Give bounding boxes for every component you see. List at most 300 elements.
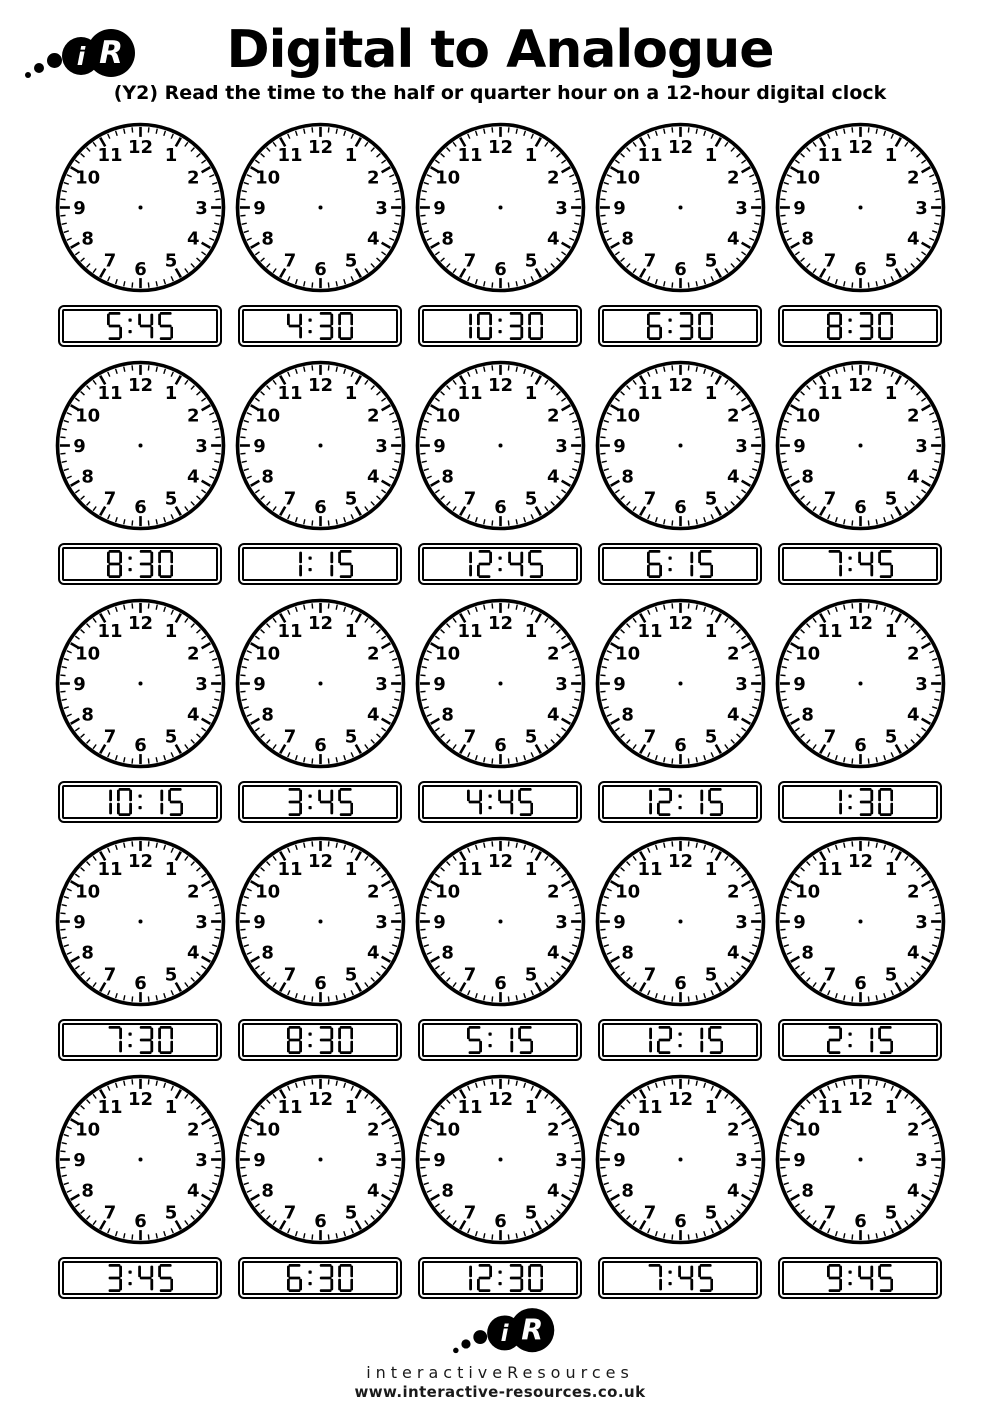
clock-exercise-cell (410, 358, 590, 589)
clock-number: 9 (792, 911, 806, 933)
clock-number: 10 (614, 643, 640, 665)
clock-number: 5 (884, 964, 897, 986)
clock-number: 1 (524, 145, 537, 167)
clock-number: 5 (884, 726, 897, 748)
clock-number: 7 (103, 964, 116, 986)
digital-time-display (418, 1019, 582, 1061)
analogue-clock-face (53, 834, 228, 1009)
analogue-clock (773, 358, 948, 533)
clock-number: 7 (283, 1202, 296, 1224)
digital-time-display-inner (242, 1023, 398, 1057)
clock-number: 6 (853, 258, 867, 280)
clock-number: 7 (283, 488, 296, 510)
clock-number: 1 (884, 1097, 897, 1119)
seven-segment-digits (827, 1264, 893, 1292)
clock-number: 7 (643, 488, 656, 510)
digital-time-display (418, 305, 582, 347)
clock-number: 3 (374, 435, 388, 457)
clock-number: 7 (463, 488, 476, 510)
clock-number: 10 (254, 881, 280, 903)
clock-number: 12 (847, 136, 873, 158)
clock-number: 4 (366, 942, 380, 964)
clock-number: 4 (906, 1180, 920, 1202)
digital-time-display-inner (422, 785, 578, 819)
seven-segment-digits (827, 788, 893, 816)
digital-time-display-inner (602, 309, 758, 343)
clock-exercise-cell (230, 358, 410, 589)
clock-number: 3 (194, 911, 208, 933)
clock-number: 6 (493, 258, 507, 280)
clock-number: 4 (366, 1180, 380, 1202)
digital-time-display (58, 781, 222, 823)
analogue-clock (773, 596, 948, 771)
digital-time-display-inner (242, 785, 398, 819)
logo-i-icon: i (487, 1315, 522, 1350)
clock-number: 1 (704, 1097, 717, 1119)
clock-number: 7 (823, 250, 836, 272)
digital-time-display-inner (62, 785, 218, 819)
clock-number: 9 (252, 435, 266, 457)
clock-number: 2 (186, 1119, 200, 1141)
clock-number: 11 (96, 621, 123, 643)
clock-number: 4 (726, 942, 740, 964)
clock-number: 1 (164, 383, 177, 405)
clock-number: 4 (186, 704, 200, 726)
clock-number: 8 (440, 704, 454, 726)
clock-exercise-cell (590, 120, 770, 351)
digital-time-display (58, 543, 222, 585)
clock-number: 4 (546, 228, 560, 250)
clock-number: 12 (127, 850, 153, 872)
clock-number: 9 (432, 197, 446, 219)
clock-number: 8 (260, 466, 274, 488)
clock-number: 2 (186, 405, 200, 427)
digital-time-display-inner (62, 1261, 218, 1295)
logo-dot-icon (47, 53, 62, 68)
clock-number: 8 (80, 704, 94, 726)
analogue-clock (773, 120, 948, 295)
clock-number: 7 (103, 488, 116, 510)
clock-number: 2 (546, 1119, 560, 1141)
clock-number: 12 (667, 136, 693, 158)
analogue-clock (773, 834, 948, 1009)
digital-time-display (598, 1257, 762, 1299)
clock-number: 5 (344, 250, 357, 272)
clock-number: 7 (103, 726, 116, 748)
clock-number: 5 (344, 1202, 357, 1224)
digital-time-display (418, 781, 582, 823)
digital-time-display (58, 305, 222, 347)
clock-exercise-cell (230, 596, 410, 827)
clock-number: 3 (914, 435, 928, 457)
clock-number: 2 (546, 881, 560, 903)
logo-dot-icon (473, 1330, 487, 1344)
header (0, 20, 1000, 104)
clock-number: 3 (914, 911, 928, 933)
brand-url: www.interactive-resources.co.uk (354, 1383, 646, 1401)
clock-number: 7 (103, 250, 116, 272)
clock-number: 11 (816, 383, 843, 405)
clock-number: 3 (554, 673, 568, 695)
seven-segment-digits (107, 1264, 173, 1292)
clock-number: 11 (636, 1097, 663, 1119)
clock-number: 6 (133, 972, 147, 994)
digital-time-display-inner (422, 547, 578, 581)
clock-number: 2 (726, 405, 740, 427)
clock-number: 12 (307, 136, 333, 158)
clock-number: 1 (524, 1097, 537, 1119)
clock-number: 1 (344, 145, 357, 167)
seven-segment-digits (287, 550, 353, 578)
clock-number: 9 (72, 197, 86, 219)
clock-number: 9 (72, 673, 86, 695)
analogue-clock-face (413, 1072, 588, 1247)
clock-number: 8 (80, 942, 94, 964)
clock-number: 5 (164, 488, 177, 510)
clock-number: 3 (374, 911, 388, 933)
clock-number: 11 (816, 1097, 843, 1119)
clock-number: 3 (194, 1149, 208, 1171)
clock-number: 10 (794, 1119, 820, 1141)
clock-number: 10 (614, 167, 640, 189)
clock-number: 4 (186, 466, 200, 488)
seven-segment-digits (827, 1026, 893, 1054)
clock-number: 2 (366, 167, 380, 189)
clock-exercise-cell (590, 834, 770, 1065)
clock-number: 8 (260, 942, 274, 964)
seven-segment-digits (827, 550, 893, 578)
clock-number: 11 (816, 145, 843, 167)
analogue-clock-face (233, 1072, 408, 1247)
clock-number: 5 (884, 250, 897, 272)
digital-time-display (598, 305, 762, 347)
digital-time-display (598, 543, 762, 585)
clock-number: 7 (283, 964, 296, 986)
clock-number: 11 (456, 1097, 483, 1119)
clock-number: 3 (194, 435, 208, 457)
clock-number: 4 (726, 1180, 740, 1202)
seven-segment-digits (637, 788, 723, 816)
clock-number: 4 (186, 228, 200, 250)
worksheet-grid (50, 120, 950, 1303)
brand-name: interactiveResources (366, 1363, 634, 1382)
digital-time-display (598, 1019, 762, 1061)
clock-number: 5 (164, 1202, 177, 1224)
clock-number: 7 (283, 726, 296, 748)
clock-number: 4 (726, 228, 740, 250)
clock-number: 11 (276, 383, 303, 405)
clock-number: 10 (614, 881, 640, 903)
clock-number: 2 (186, 167, 200, 189)
ir-logo (450, 1305, 549, 1358)
clock-number: 6 (853, 972, 867, 994)
clock-number: 9 (432, 435, 446, 457)
clock-number: 10 (794, 643, 820, 665)
clock-number: 11 (96, 859, 123, 881)
digital-time-display (778, 1257, 942, 1299)
clock-number: 4 (546, 704, 560, 726)
clock-number: 12 (127, 374, 153, 396)
clock-number: 1 (164, 145, 177, 167)
clock-number: 1 (884, 145, 897, 167)
clock-number: 2 (726, 643, 740, 665)
clock-number: 12 (667, 850, 693, 872)
logo-dot-icon (25, 72, 31, 78)
analogue-clock-face (233, 834, 408, 1009)
clock-number: 5 (524, 964, 537, 986)
clock-number: 8 (800, 704, 814, 726)
digital-time-display (778, 543, 942, 585)
digital-time-display (418, 543, 582, 585)
digital-time-display-inner (62, 1023, 218, 1057)
clock-number: 9 (72, 911, 86, 933)
clock-number: 6 (313, 1210, 327, 1232)
clock-number: 7 (463, 1202, 476, 1224)
clock-number: 8 (620, 704, 634, 726)
analogue-clock-face (593, 596, 768, 771)
clock-exercise-cell (50, 120, 230, 351)
clock-number: 6 (853, 1210, 867, 1232)
clock-number: 4 (186, 942, 200, 964)
clock-number: 1 (524, 859, 537, 881)
clock-number: 5 (704, 1202, 717, 1224)
clock-number: 10 (254, 167, 280, 189)
clock-number: 9 (612, 1149, 626, 1171)
analogue-clock-face (53, 596, 228, 771)
clock-number: 4 (366, 704, 380, 726)
analogue-clock (773, 1072, 948, 1247)
analogue-clock (413, 120, 588, 295)
clock-number: 9 (792, 673, 806, 695)
clock-number: 8 (620, 228, 634, 250)
clock-number: 9 (792, 197, 806, 219)
clock-number: 6 (673, 496, 687, 518)
clock-number: 2 (366, 881, 380, 903)
seven-segment-digits (467, 788, 533, 816)
clock-exercise-cell (50, 1072, 230, 1303)
ir-logo (22, 26, 130, 84)
clock-number: 9 (612, 197, 626, 219)
clock-number: 10 (434, 405, 460, 427)
clock-number: 12 (487, 1088, 513, 1110)
clock-number: 8 (260, 1180, 274, 1202)
analogue-clock-face (233, 120, 408, 295)
logo-dot-icon (461, 1339, 470, 1348)
clock-number: 12 (487, 374, 513, 396)
analogue-clock-face (773, 358, 948, 533)
clock-number: 8 (260, 228, 274, 250)
digital-time-display (58, 1257, 222, 1299)
seven-segment-digits (287, 788, 353, 816)
clock-number: 3 (554, 1149, 568, 1171)
clock-number: 8 (800, 466, 814, 488)
clock-number: 11 (816, 859, 843, 881)
clock-number: 8 (80, 228, 94, 250)
clock-number: 3 (734, 673, 748, 695)
analogue-clock (53, 120, 228, 295)
digital-time-display-inner (242, 309, 398, 343)
clock-number: 2 (186, 881, 200, 903)
clock-number: 3 (194, 197, 208, 219)
digital-time-display-inner (602, 785, 758, 819)
seven-segment-digits (107, 1026, 173, 1054)
analogue-clock (233, 120, 408, 295)
clock-exercise-cell (590, 596, 770, 827)
digital-time-display-inner (422, 1023, 578, 1057)
page-title: Digital to Analogue (226, 20, 774, 80)
clock-number: 10 (794, 405, 820, 427)
clock-number: 1 (704, 383, 717, 405)
seven-segment-digits (647, 312, 713, 340)
clock-number: 8 (620, 466, 634, 488)
clock-number: 2 (546, 167, 560, 189)
clock-number: 8 (440, 466, 454, 488)
clock-number: 6 (313, 972, 327, 994)
digital-time-display (238, 1257, 402, 1299)
clock-number: 10 (254, 643, 280, 665)
clock-number: 9 (252, 911, 266, 933)
clock-number: 10 (434, 1119, 460, 1141)
analogue-clock-face (773, 596, 948, 771)
clock-number: 2 (366, 643, 380, 665)
digital-time-display (418, 1257, 582, 1299)
clock-number: 4 (726, 704, 740, 726)
analogue-clock-face (53, 358, 228, 533)
clock-number: 3 (374, 197, 388, 219)
clock-number: 6 (673, 734, 687, 756)
clock-number: 12 (667, 374, 693, 396)
analogue-clock-face (413, 120, 588, 295)
clock-number: 11 (96, 1097, 123, 1119)
clock-number: 10 (614, 405, 640, 427)
clock-number: 11 (636, 859, 663, 881)
digital-time-display-inner (782, 309, 938, 343)
clock-exercise-cell (770, 596, 950, 827)
clock-number: 1 (704, 859, 717, 881)
clock-number: 10 (74, 1119, 100, 1141)
analogue-clock (593, 120, 768, 295)
clock-number: 7 (463, 964, 476, 986)
clock-number: 1 (164, 1097, 177, 1119)
clock-number: 6 (313, 496, 327, 518)
clock-number: 12 (127, 136, 153, 158)
clock-exercise-cell (770, 1072, 950, 1303)
clock-number: 12 (667, 1088, 693, 1110)
clock-exercise-cell (230, 834, 410, 1065)
clock-number: 5 (704, 726, 717, 748)
analogue-clock (233, 596, 408, 771)
clock-number: 7 (823, 726, 836, 748)
clock-number: 5 (344, 488, 357, 510)
clock-number: 1 (344, 1097, 357, 1119)
clock-number: 11 (456, 859, 483, 881)
clock-number: 11 (276, 1097, 303, 1119)
clock-number: 8 (440, 942, 454, 964)
clock-number: 9 (72, 435, 86, 457)
clock-number: 11 (636, 621, 663, 643)
clock-number: 8 (440, 228, 454, 250)
clock-number: 12 (487, 612, 513, 634)
digital-time-display-inner (62, 309, 218, 343)
seven-segment-digits (287, 312, 353, 340)
analogue-clock (233, 358, 408, 533)
clock-number: 10 (74, 167, 100, 189)
clock-number: 4 (906, 704, 920, 726)
analogue-clock (413, 596, 588, 771)
clock-number: 9 (792, 435, 806, 457)
clock-exercise-cell (590, 358, 770, 589)
clock-number: 7 (643, 726, 656, 748)
clock-number: 12 (847, 1088, 873, 1110)
analogue-clock-face (413, 358, 588, 533)
clock-number: 6 (313, 258, 327, 280)
clock-number: 8 (80, 466, 94, 488)
clock-number: 1 (524, 383, 537, 405)
analogue-clock-face (593, 834, 768, 1009)
clock-number: 1 (344, 383, 357, 405)
clock-number: 12 (127, 1088, 153, 1110)
analogue-clock (593, 1072, 768, 1247)
clock-number: 5 (884, 488, 897, 510)
digital-time-display (238, 305, 402, 347)
analogue-clock-face (233, 596, 408, 771)
analogue-clock (53, 834, 228, 1009)
clock-number: 11 (96, 383, 123, 405)
analogue-clock-face (413, 834, 588, 1009)
clock-number: 7 (823, 1202, 836, 1224)
clock-number: 4 (366, 466, 380, 488)
clock-number: 12 (847, 374, 873, 396)
clock-number: 7 (823, 488, 836, 510)
clock-exercise-cell (50, 596, 230, 827)
seven-segment-digits (457, 312, 543, 340)
analogue-clock-face (233, 358, 408, 533)
clock-number: 5 (524, 250, 537, 272)
digital-time-display (778, 781, 942, 823)
page-subtitle: (Y2) Read the time to the half or quarter hour on a 12-hour digital clock (113, 82, 887, 104)
clock-number: 1 (344, 621, 357, 643)
clock-number: 5 (884, 1202, 897, 1224)
clock-exercise-cell (770, 358, 950, 589)
clock-number: 9 (252, 673, 266, 695)
clock-number: 4 (726, 466, 740, 488)
clock-number: 2 (186, 643, 200, 665)
clock-number: 7 (643, 250, 656, 272)
clock-number: 7 (283, 250, 296, 272)
clock-number: 11 (276, 621, 303, 643)
clock-number: 9 (612, 435, 626, 457)
analogue-clock (53, 1072, 228, 1247)
seven-segment-digits (457, 550, 543, 578)
clock-number: 9 (792, 1149, 806, 1171)
clock-number: 6 (493, 1210, 507, 1232)
clock-number: 5 (164, 964, 177, 986)
seven-segment-digits (647, 1264, 713, 1292)
analogue-clock (53, 358, 228, 533)
clock-number: 4 (906, 228, 920, 250)
digital-time-display-inner (782, 547, 938, 581)
clock-number: 10 (614, 1119, 640, 1141)
clock-number: 10 (794, 881, 820, 903)
digital-time-display-inner (242, 1261, 398, 1295)
analogue-clock-face (593, 120, 768, 295)
clock-number: 1 (884, 859, 897, 881)
clock-number: 9 (72, 1149, 86, 1171)
clock-number: 11 (636, 145, 663, 167)
clock-exercise-cell (770, 834, 950, 1065)
clock-number: 3 (554, 435, 568, 457)
clock-number: 6 (853, 734, 867, 756)
